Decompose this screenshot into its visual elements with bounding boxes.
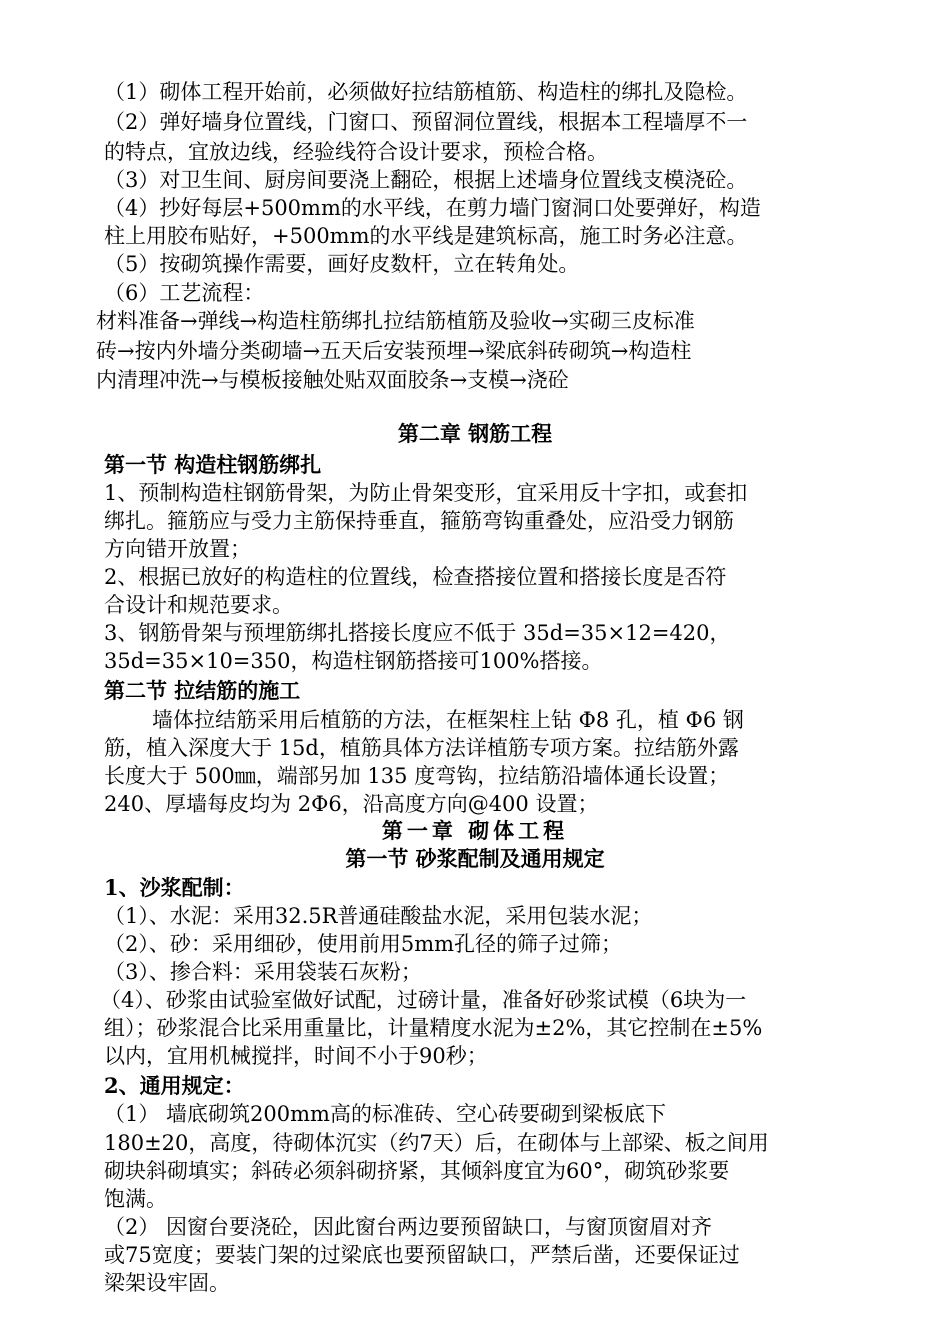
rebar-line-1: 1、预制构造柱钢筋骨架，为防止骨架变形，宜采用反十字扣，或套扣 xyxy=(104,481,748,505)
rebar-line-3: 方向错开放置； xyxy=(104,537,251,561)
section-2-title: 第二节 拉结筋的施工 xyxy=(104,678,301,703)
tie-bar-line-4: 240、厚墙每皮均为 2Φ6，沿高度方向@400 设置； xyxy=(104,792,599,816)
mortar-line-2: （2）、砂：采用细砂，使用前用5mm孔径的筛子过筛； xyxy=(104,932,623,956)
prep-line-5: （4）抄好每层+500mm的水平线，在剪力墙门窗洞口处要弹好，构造 xyxy=(104,196,761,220)
tie-bar-line-1: 墙体拉结筋采用后植筋的方法，在框架柱上钻 Φ8 孔，植 Φ6 钢 xyxy=(152,708,744,732)
tie-bar-line-3: 长度大于 500㎜，端部另加 135 度弯钩，拉结筋沿墙体通长设置； xyxy=(104,764,730,788)
mortar-line-3: （3）、掺合料：采用袋装石灰粉； xyxy=(104,960,422,984)
rebar-line-4: 2、根据已放好的构造柱的位置线，检查搭接位置和搭接长度是否符 xyxy=(104,565,727,589)
chapter-1-title: 第一章 砌体工程 xyxy=(381,818,569,843)
process-flow-line-2: 砖→按内外墙分类砌墙→五天后安装预埋→梁底斜砖砌筑→构造柱 xyxy=(96,339,692,363)
mortar-line-1: （1）、水泥：采用32.5R普通硅酸盐水泥，采用包装水泥； xyxy=(104,904,653,928)
prep-line-1: （1）砌体工程开始前，必须做好拉结筋植筋、构造柱的绑扎及隐检。 xyxy=(104,80,748,104)
prep-line-6: 柱上用胶布贴好，+500mm的水平线是建筑标高，施工时务必注意。 xyxy=(104,224,748,248)
tie-bar-line-2: 筋，植入深度大于 15d，植筋具体方法详植筋专项方案。拉结筋外露 xyxy=(104,736,739,760)
general-line-6: 或75宽度；要装门架的过梁底也要预留缺口，严禁后凿，还要保证过 xyxy=(104,1243,740,1267)
prep-line-4: （3）对卫生间、厨房间要浇上翻砼，根据上述墙身位置线支模浇砼。 xyxy=(104,168,748,192)
mortar-section-title: 第一节 砂浆配制及通用规定 xyxy=(345,846,605,871)
prep-line-7: （5）按砌筑操作需要，画好皮数杆，立在转角处。 xyxy=(104,252,580,276)
mortar-heading: 1、沙浆配制： xyxy=(104,875,245,900)
section-1-title: 第一节 构造柱钢筋绑扎 xyxy=(104,452,322,477)
mortar-line-5: 组）；砂浆混合比采用重量比，计量精度水泥为±2%，其它控制在±5% xyxy=(104,1016,763,1040)
general-line-3: 砌块斜砌填实；斜砖必须斜砌挤紧，其倾斜度宜为60°，砌筑砂浆要 xyxy=(104,1159,730,1183)
chapter-2-title: 第二章 钢筋工程 xyxy=(397,421,553,446)
rebar-line-7: 35d=35×10=350，构造柱钢筋搭接可100%搭接。 xyxy=(104,649,603,673)
prep-line-8: （6）工艺流程： xyxy=(104,281,265,305)
rebar-line-5: 合设计和规范要求。 xyxy=(104,593,293,617)
general-line-7: 梁架设牢固。 xyxy=(104,1271,230,1295)
general-line-1: （1） 墙底砌筑200mm高的标准砖、空心砖要砌到梁板底下 xyxy=(104,1102,666,1126)
general-line-5: （2） 因窗台要浇砼，因此窗台两边要预留缺口，与窗顶窗眉对齐 xyxy=(104,1215,713,1239)
mortar-line-4: （4）、砂浆由试验室做好试配，过磅计量，准备好砂浆试模（6块为一 xyxy=(100,988,747,1012)
general-rules-heading: 2、通用规定： xyxy=(104,1073,245,1098)
prep-line-2: （2）弹好墙身位置线，门窗口、预留洞位置线，根据本工程墙厚不一 xyxy=(104,110,748,134)
process-flow-line-3: 内清理冲洗→与模板接触处贴双面胶条→支模→浇砼 xyxy=(96,368,569,392)
prep-line-3: 的特点，宜放边线，经验线符合设计要求，预检合格。 xyxy=(104,140,608,164)
rebar-line-6: 3、钢筋骨架与预埋筋绑扎搭接长度应不低于 35d=35×12=420， xyxy=(104,621,731,645)
process-flow-line-1: 材料准备→弹线→构造柱筋绑扎拉结筋植筋及验收→实砌三皮标准 xyxy=(96,309,695,333)
general-line-2: 180±20，高度，待砌体沉实（约7天）后，在砌体与上部梁、板之间用 xyxy=(104,1131,769,1155)
general-line-4: 饱满。 xyxy=(104,1187,167,1211)
mortar-line-6: 以内，宜用机械搅拌，时间不小于90秒； xyxy=(104,1044,488,1068)
rebar-line-2: 绑扎。箍筋应与受力主筋保持垂直，箍筋弯钩重叠处，应沿受力钢筋 xyxy=(104,509,734,533)
